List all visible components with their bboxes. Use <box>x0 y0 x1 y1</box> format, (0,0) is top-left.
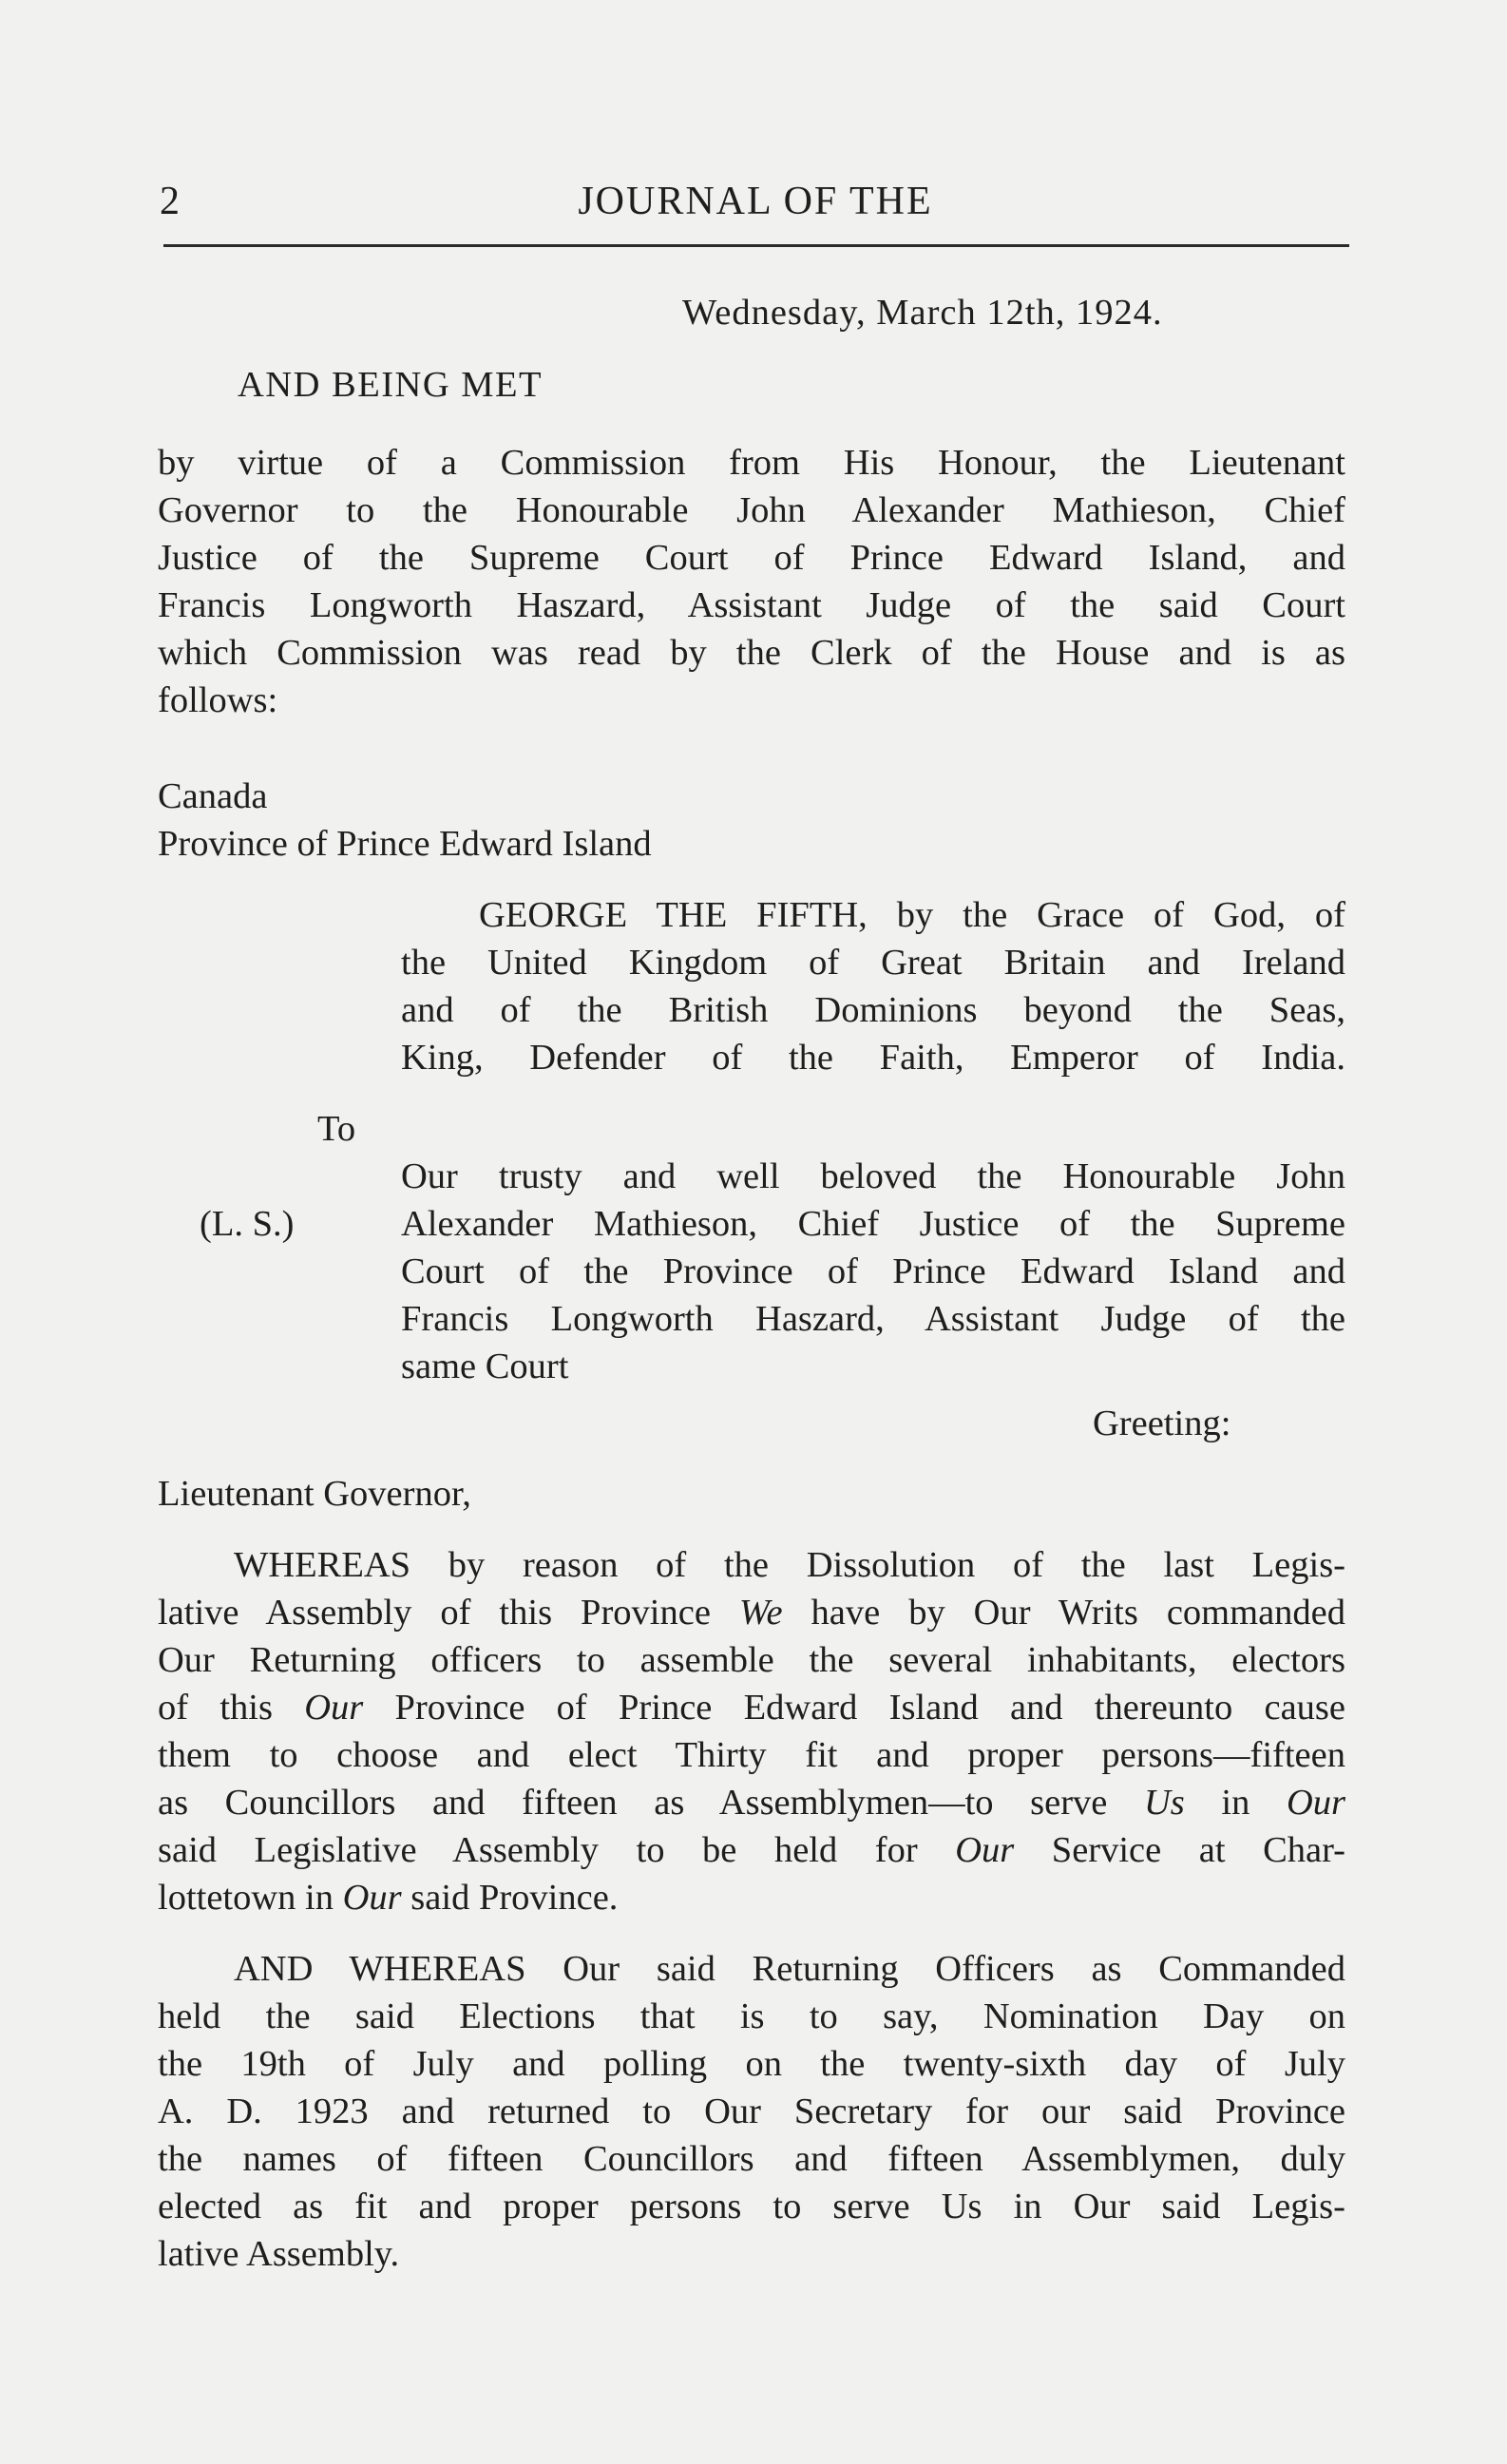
whereas-line: as Councillors and fifteen as Assemblymen—to serve Us in Our <box>158 1783 1345 1823</box>
whereas-line: AND WHEREAS Our said Returning Officers as Commanded <box>234 1949 1345 1989</box>
greeting: Greeting: <box>1093 1404 1231 1443</box>
intro-line: which Commission was read by the Clerk of the House and is as <box>158 633 1345 673</box>
whereas-line: of this Our Province of Prince Edward Island and thereunto cause <box>158 1688 1345 1728</box>
signatory: Lieutenant Governor, <box>158 1474 471 1514</box>
addressee-line: Our trusty and well beloved the Honourable John <box>401 1156 1345 1196</box>
whereas-line: the 19th of July and polling on the twenty-sixth day of July <box>158 2044 1345 2084</box>
royal-title-line: King, Defender of the Faith, Emperor of India. <box>401 1038 1345 1078</box>
dateline: Wednesday, March 12th, 1924. <box>682 293 1163 333</box>
whereas-line: Our Returning officers to assemble the several inhabitants, electors <box>158 1640 1345 1680</box>
whereas-line: them to choose and elect Thirty fit and proper persons—fifteen <box>158 1735 1345 1775</box>
royal-title-line: GEORGE THE FIFTH, by the Grace of God, of <box>479 895 1345 935</box>
page-number: 2 <box>160 180 180 223</box>
whereas-line: A. D. 1923 and returned to Our Secretary for our said Province <box>158 2092 1345 2131</box>
intro-paragraph <box>158 439 1345 724</box>
opening-phrase: AND BEING MET <box>238 365 544 405</box>
whereas-line: said Legislative Assembly to be held for Our Service at Char- <box>158 1830 1345 1870</box>
addressee-line: Court of the Province of Prince Edward Island and <box>401 1251 1345 1291</box>
addressee-block <box>401 1153 1345 1390</box>
whereas-line: WHEREAS by reason of the Dissolution of the last Legis- <box>234 1545 1345 1585</box>
whereas-line: lative Assembly of this Province We have by Our Writs commanded <box>158 1593 1345 1633</box>
intro-line: follows: <box>158 680 278 720</box>
royal-title-line: and of the British Dominions beyond the Seas, <box>401 990 1345 1030</box>
intro-line: Francis Longworth Haszard, Assistant Judge of the said Court <box>158 585 1345 625</box>
whereas-line: lottetown in Our said Province. <box>158 1878 619 1918</box>
whereas-line: lative Assembly. <box>158 2234 400 2274</box>
address-province: Province of Prince Edward Island <box>158 824 652 864</box>
whereas-line: the names of fifteen Councillors and fifteen Assemblymen, duly <box>158 2139 1345 2179</box>
running-title: JOURNAL OF THE <box>578 180 933 223</box>
whereas-paragraph-1 <box>158 1541 1345 1921</box>
addressee-line: Francis Longworth Haszard, Assistant Judge of the <box>401 1299 1345 1339</box>
seal-mark: (L. S.) <box>200 1204 295 1244</box>
royal-title-line: the United Kingdom of Great Britain and Ireland <box>401 943 1345 983</box>
page-header <box>160 169 1351 236</box>
to-label: To <box>317 1109 356 1149</box>
header-rule <box>163 244 1349 247</box>
royal-title <box>401 891 1345 1081</box>
whereas-paragraph-2 <box>158 1945 1345 2278</box>
addressee-line: Alexander Mathieson, Chief Justice of the Supreme <box>401 1204 1345 1244</box>
intro-line: Governor to the Honourable John Alexander Mathieson, Chief <box>158 490 1345 530</box>
intro-line: by virtue of a Commission from His Honour, the Lieutenant <box>158 443 1345 483</box>
address-country: Canada <box>158 776 268 816</box>
intro-line: Justice of the Supreme Court of Prince Edward Island, and <box>158 538 1345 578</box>
whereas-line: elected as fit and proper persons to serve Us in Our said Legis- <box>158 2187 1345 2226</box>
address-block <box>158 773 1345 868</box>
whereas-line: held the said Elections that is to say, Nomination Day on <box>158 1996 1345 2036</box>
addressee-line: same Court <box>401 1347 569 1386</box>
